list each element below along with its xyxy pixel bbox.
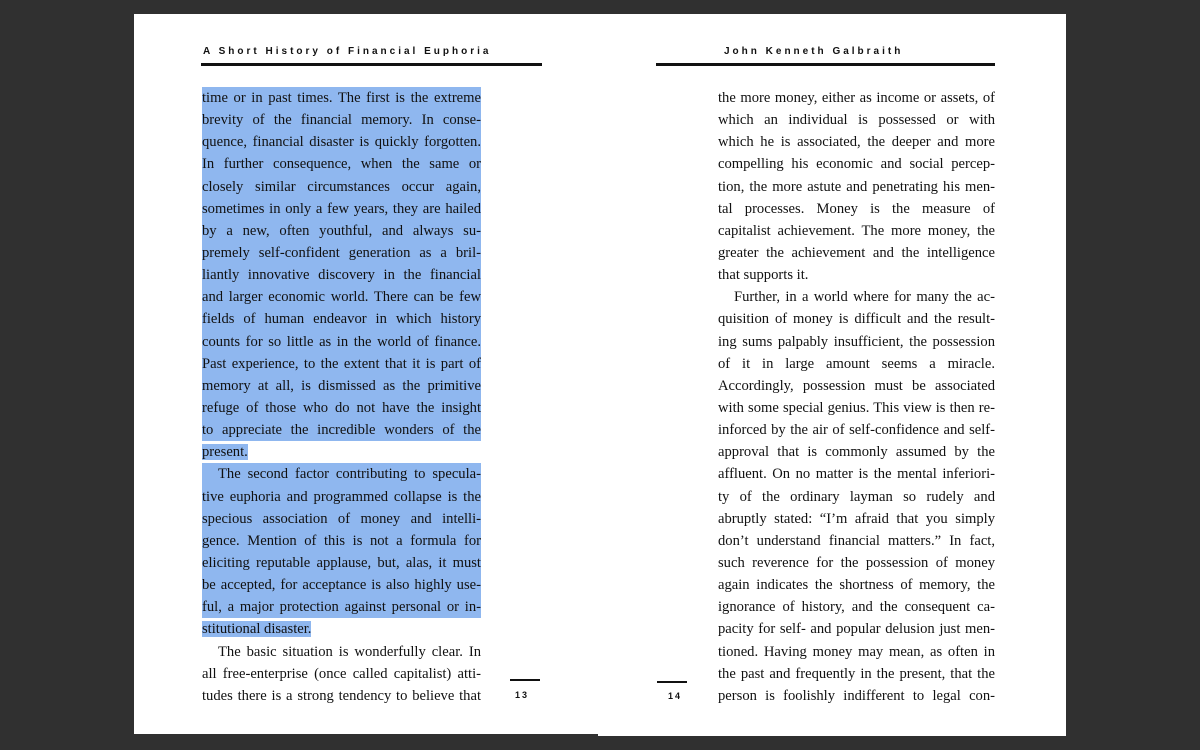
running-head-right: John Kenneth Galbraith <box>724 46 904 57</box>
text-line: compelling his economic and social percep- <box>718 156 995 173</box>
text-line: quisition of money is difficult and the result- <box>718 311 995 328</box>
text-line: to appreciate the incredible wonders of the <box>202 419 481 441</box>
text-line: which he is associated, the deeper and more <box>718 134 995 151</box>
text-line: counts for so little as in the world of finance. <box>202 331 481 353</box>
text-line: The basic situation is wonderfully clear. In <box>218 643 481 660</box>
text-line: stitutional disaster. <box>202 621 312 638</box>
text-line: Accordingly, possession must be associated <box>718 377 995 394</box>
text-line: fields of human endeavor in which history <box>202 308 481 330</box>
head-rule-right <box>656 63 995 66</box>
text-line: capitalist achievement. The more money, the <box>718 222 995 239</box>
head-rule-left <box>201 63 542 66</box>
text-line: pacity for self- and popular delusion just men- <box>718 621 995 638</box>
text-line: tive euphoria and programmed collapse is the <box>202 486 481 508</box>
highlighted-paragraph-1[interactable] <box>202 87 481 463</box>
text-line: tudes there is a strong tendency to believe that <box>202 687 481 704</box>
text-line: gence. Mention of this is not a formula for <box>202 530 481 552</box>
highlighted-paragraph-2[interactable] <box>202 463 481 640</box>
text-line: ignorance of history, and the consequent ca- <box>718 599 995 616</box>
right-page-body[interactable] <box>718 87 995 707</box>
left-page <box>134 14 598 734</box>
text-line: present. <box>202 444 248 461</box>
running-head-left: A Short History of Financial Euphoria <box>203 46 492 57</box>
text-line: again indicates the shortness of memory, the <box>718 577 995 594</box>
text-line: eliciting reputable applause, but, alas, it must <box>202 552 481 574</box>
text-line: tioned. Having money may mean, as often in <box>718 643 995 660</box>
text-line: memory at all, is dismissed as the primitive <box>202 375 481 397</box>
text-line: ful, a major protection against personal or in- <box>202 596 481 618</box>
text-line: of it in large amount seems a miracle. <box>718 355 995 372</box>
text-line: brevity of the financial memory. In conse- <box>202 109 481 131</box>
text-line: person is foolishly indifferent to legal con- <box>718 687 995 704</box>
text-line: Past experience, to the extent that it is part of <box>202 353 481 375</box>
text-line: quence, financial disaster is quickly forgotten. <box>202 131 481 153</box>
text-line: that supports it. <box>718 267 809 284</box>
text-line: refuge of those who do not have the insight <box>202 397 481 419</box>
text-line: tal processes. Money is the measure of <box>718 200 995 217</box>
text-line: In further consequence, when the same or <box>202 153 481 175</box>
text-line: tion, the more astute and penetrating his men- <box>718 178 995 195</box>
left-page-body[interactable] <box>202 87 481 707</box>
text-line: with some special genius. This view is then re- <box>718 399 995 416</box>
text-line: all free-enterprise (once called capitalist) atti- <box>202 665 481 682</box>
text-line: The second factor contributing to specula- <box>202 463 481 485</box>
page-number-right: 14 <box>668 691 683 701</box>
text-line: affluent. On no matter is the mental inferiori- <box>718 466 995 483</box>
text-line: inforced by the air of self-confidence and self- <box>718 422 995 439</box>
page-number-left: 13 <box>515 690 530 700</box>
folio-rule-right <box>657 681 687 683</box>
folio-rule-left <box>510 679 540 681</box>
text-line: liantly innovative discovery in the financial <box>202 264 481 286</box>
text-line: closely similar circumstances occur again, <box>202 176 481 198</box>
text-line: premely self-confident generation as a bril- <box>202 242 481 264</box>
text-line: such reverence for the possession of money <box>718 554 995 571</box>
text-line: abruptly stated: “I’m afraid that you simply <box>718 510 995 527</box>
text-line: be accepted, for acceptance is also highly use- <box>202 574 481 596</box>
text-line: Further, in a world where for many the ac- <box>734 289 995 306</box>
paragraph-3[interactable] <box>202 641 481 707</box>
text-line: the past and frequently in the present, that the <box>718 665 995 682</box>
text-line: approval that is commonly assumed by the <box>718 444 995 461</box>
text-line: don’t understand financial matters.” In fact, <box>718 532 995 549</box>
right-page <box>598 14 1066 736</box>
text-line: specious association of money and intelli- <box>202 508 481 530</box>
text-line: the more money, either as income or assets, of <box>718 90 995 106</box>
text-line: by a new, often youthful, and always su- <box>202 220 481 242</box>
text-line: greater the achievement and the intelligence <box>718 244 995 261</box>
text-line: which an individual is possessed or with <box>718 112 995 129</box>
text-line: sometimes in only a few years, they are hailed <box>202 198 481 220</box>
text-line: time or in past times. The first is the extreme <box>202 87 481 109</box>
paragraph-1[interactable] <box>718 87 995 286</box>
paragraph-2[interactable] <box>718 286 995 707</box>
text-line: and larger economic world. There can be few <box>202 286 481 308</box>
text-line: ty of the ordinary layman so rudely and <box>718 488 995 505</box>
text-line: ing sums palpably insufficient, the possession <box>718 333 995 350</box>
